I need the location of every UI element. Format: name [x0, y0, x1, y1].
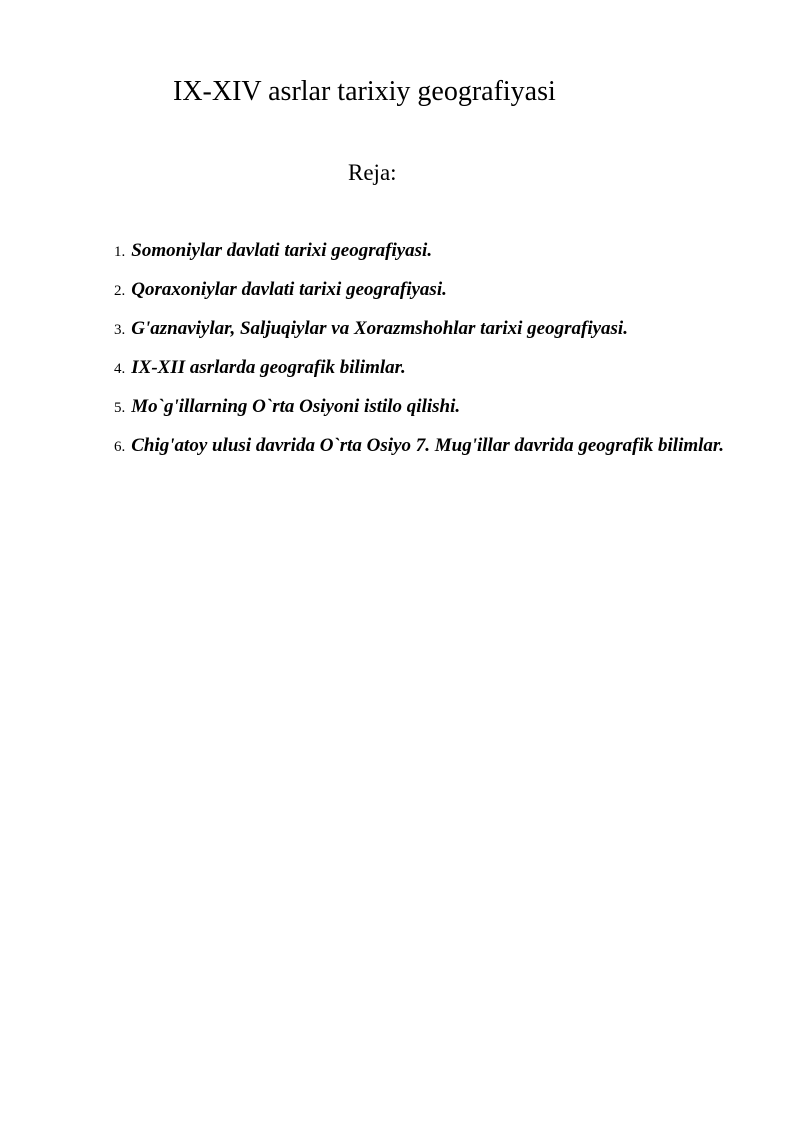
list-item-text: Qoraxoniylar davlati tarixi geografiyasi. — [131, 279, 447, 300]
list-item-text: Chig'atoy ulusi davrida O`rta Osiyo 7. Mug'illar davrida geografik bilimlar. — [131, 435, 724, 456]
list-item-number: 6. — [114, 439, 126, 455]
list-item — [114, 271, 734, 310]
list-item-text: Mo`g'illarning O`rta Osiyoni istilo qilishi. — [131, 396, 461, 417]
list-item-number: 4. — [114, 361, 126, 377]
list-item — [114, 388, 734, 427]
list-item — [114, 427, 734, 466]
list-item-number: 2. — [114, 283, 126, 299]
list-item-number: 1. — [114, 244, 126, 260]
list-item-number: 5. — [114, 400, 126, 416]
list-item — [114, 232, 734, 271]
list-item-text: IX-XII asrlarda geografik bilimlar. — [131, 357, 406, 378]
list-item-text: Somoniylar davlati tarixi geografiyasi. — [131, 240, 433, 261]
list-item-number: 3. — [114, 322, 126, 338]
plan-list — [114, 232, 734, 466]
list-item-text: G'aznaviylar, Saljuqiylar va Xorazmshohlar tarixi geografiyasi. — [131, 318, 628, 339]
plan-heading: Reja: — [348, 160, 397, 185]
list-item — [114, 349, 734, 388]
list-item — [114, 310, 734, 349]
page-title: IX-XIV asrlar tarixiy geografiyasi — [173, 76, 556, 107]
